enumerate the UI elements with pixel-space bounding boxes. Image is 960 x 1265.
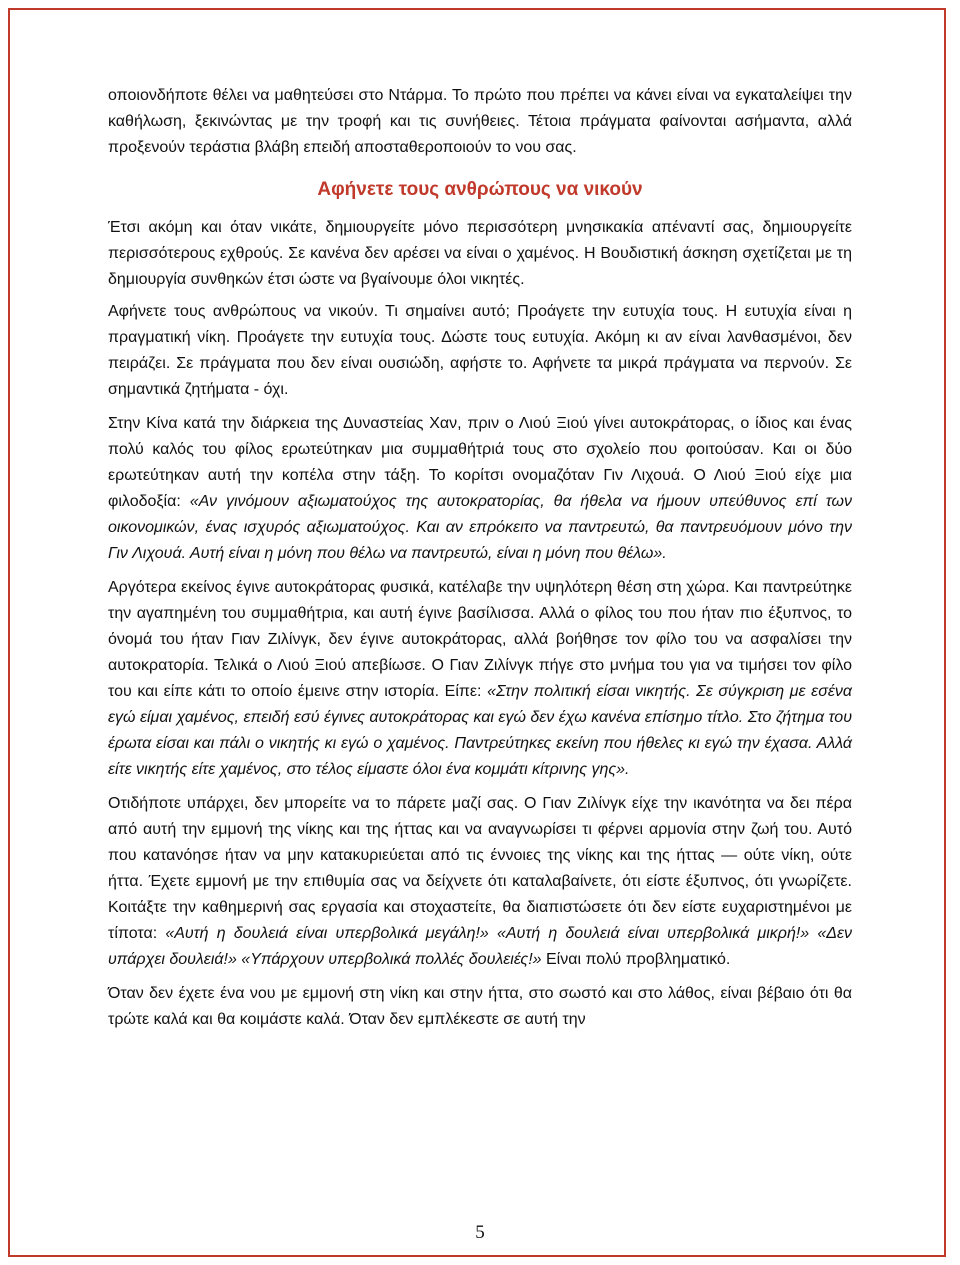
- page-content: [108, 83, 852, 1033]
- paragraph-5-text: Οτιδήποτε υπάρχει, δεν μπορείτε να το πάρετε μαζί σας. Ο Γιαν Ζιλίνγκ είχε την ικανότητα να δει πέρα από αυτή την εμμονή της νίκης και της ήττας και να αναγνωρίσει τι φέρνει αρμονία στην ζωή του. Αυτό που κατανόησε ήταν να μην κατακυριεύεται από τις έννοιες της νίκης και της ήττας — ούτε νίκη, ούτε ήττα. Έχετε εμμονή με την επιθυμία σας να δείχνετε ότι καταλαβαίνετε, ότι είστε έξυπνος, ότι γνωρίζετε. Κοιτάξτε την καθημερινή σας εργασία και στοχαστείτε, θα διαπιστώσετε ότι δεν είστε ευχαριστημένοι με τίποτα:: [108, 795, 852, 942]
- paragraph-5-quote: «Αυτή η δουλειά είναι υπερβολικά μεγάλη!» «Αυτή η δουλειά είναι υπερβολικά μικρή!» «Δεν υπάρχει δουλειά!» «Υπάρχουν υπερβολικά πολλές δουλειές!»: [108, 925, 852, 968]
- paragraph-4-quote: «Στην πολιτική είσαι νικητής. Σε σύγκριση με εσένα εγώ είμαι χαμένος, επειδή εσύ έγινες αυτοκράτορας και εγώ δεν έχω κανένα επίσημο τίτλο. Στο ζήτημα του έρωτα είσαι και πάλι ο νικητής κι εγώ ο χαμένος. Παντρεύτηκες εκείνη που ήθελες κι εγώ την έχασα. Αλλά είτε νικητής είτε χαμένος, στο τέλος είμαστε όλοι ένα κομμάτι κίτρινης γης».: [108, 683, 852, 778]
- page-number: 5: [475, 1222, 485, 1243]
- paragraph-5: [108, 791, 852, 973]
- paragraph-6: Όταν δεν έχετε ένα νου με εμμονή στη νίκη και στην ήττα, στο σωστό και στο λάθος, είναι βέβαιο ότι θα τρώτε καλά και θα κοιμάστε καλά. Όταν δεν εμπλέκεστε σε αυτή την: [108, 985, 852, 1028]
- paragraph-4-text: Αργότερα εκείνος έγινε αυτοκράτορας φυσικά, κατέλαβε την υψηλότερη θέση στη χώρα. Και παντρεύτηκε την αγαπημένη του συμμαθήτρια, και αυτή έγινε βασίλισσα. Αλλά ο φίλος του που ήταν πιο έξυπνος, το όνομά του ήταν Γιαν Ζιλίνγκ, δεν έγινε αυτοκράτορας, αλλά βοήθησε τον φίλο του να ασφαλίσει την αυτοκρατορία. Τελικά ο Λιού Ξιού απεβίωσε. Ο Γιαν Ζιλίνγκ πήγε στο μνήμα του για να τιμήσει τον φίλο του και είπε κάτι το οποίο έμεινε στην ιστορία. Είπε:: [108, 579, 852, 700]
- paragraph-3-text: Στην Κίνα κατά την διάρκεια της Δυναστείας Χαν, πριν ο Λιού Ξιού γίνει αυτοκράτορας, ο ίδιος και ένας πολύ καλός του φίλος ερωτεύτηκαν μια συμμαθήτριά τους στο σχολείο που φοιτούσαν. Και οι δύο ερωτεύτηκαν αυτή την κοπέλα στην τάξη. Το κορίτσι ονομαζόταν Γιν Λιχουά. Ο Λιού Ξιού είχε μια φιλοδοξία:: [108, 415, 852, 510]
- paragraph-3: [108, 411, 852, 567]
- paragraph-1: Έτσι ακόμη και όταν νικάτε, δημιουργείτε μόνο περισσότερη μνησικακία απέναντί σας, δημιουργείτε περισσότερους εχθρούς. Σε κανένα δεν αρέσει να είναι ο χαμένος. Η Βουδιστική άσκηση σχετίζεται με τη δημιουργία συνθηκών έτσι ώστε να βγαίνουμε όλοι νικητές.: [108, 219, 852, 288]
- paragraph-5-tail: Είναι πολύ προβληματικό.: [541, 951, 731, 968]
- paragraph-3-quote: «Αν γινόμουν αξιωματούχος της αυτοκρατορίας, θα ήθελα να ήμουν υπεύθυνος επί των οικονομικών, ένας ισχυρός αξιωματούχος. Και αν επρόκειτο να παντρευτώ, θα παντρευόμουν μόνο την Γιν Λιχουά. Αυτή είναι η μόνη που θέλω να παντρευτώ, είναι η μόνη που θέλω».: [108, 493, 852, 562]
- section-heading: Αφήνετε τους ανθρώπους να νικούν: [317, 179, 643, 200]
- paragraph-4: [108, 575, 852, 783]
- intro-paragraph: οποιονδήποτε θέλει να μαθητεύσει στο Ντάρμα. Το πρώτο που πρέπει να κάνει είναι να εγκαταλείψει την καθήλωση, ξεκινώντας με την τροφή και τις συνήθειες. Τέτοια πράγματα φαίνονται ασήμαντα, αλλά προξενούν τεράστια βλάβη επειδή αποσταθεροποιούν το νου σας.: [108, 87, 852, 156]
- paragraph-2: Αφήνετε τους ανθρώπους να νικούν. Τι σημαίνει αυτό; Προάγετε την ευτυχία τους. Η ευτυχία είναι η πραγματική νίκη. Προάγετε την ευτυχία τους. Δώστε τους ευτυχία. Ακόμη κι αν είναι λανθασμένοι, δεν πειράζει. Σε πράγματα που δεν είναι ουσιώδη, αφήστε το. Αφήνετε τα μικρά πράγματα να περνούν. Σε σημαντικά ζητήματα - όχι.: [108, 303, 852, 398]
